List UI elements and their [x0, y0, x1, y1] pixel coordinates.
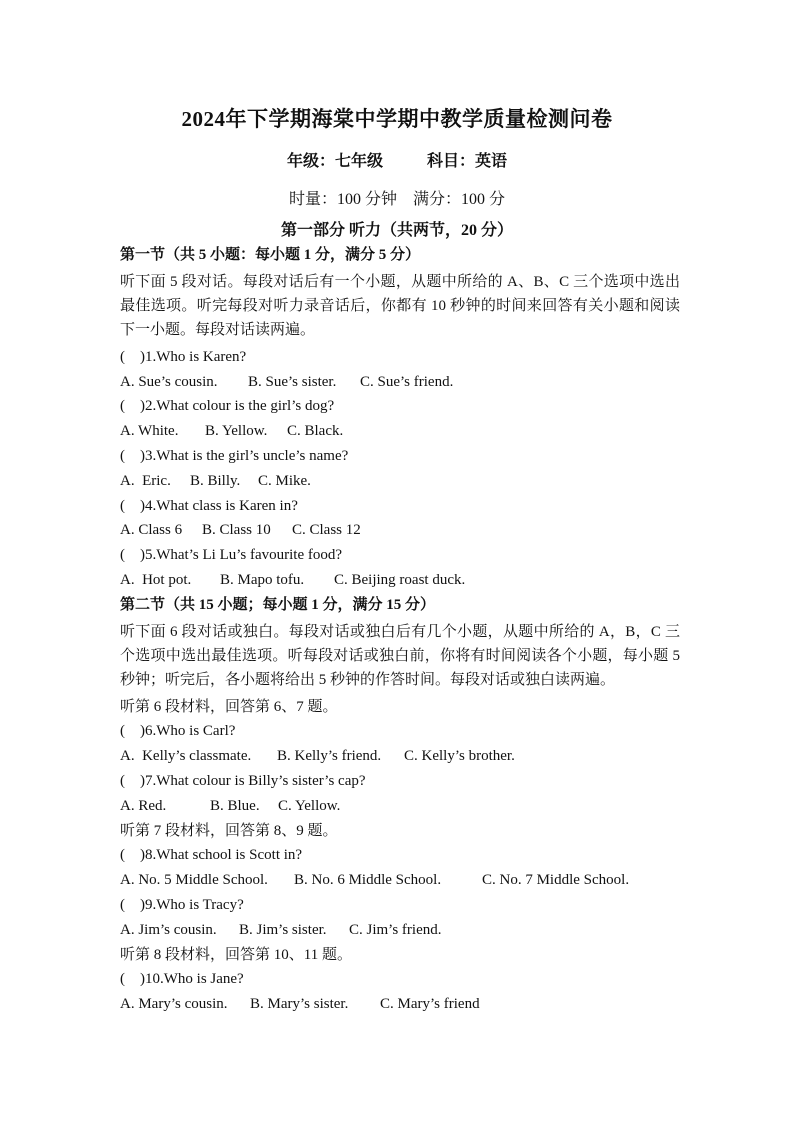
- option-c: C. Mary’s friend: [380, 996, 480, 1013]
- options-8: [120, 868, 680, 893]
- question-8: ( )8.What school is Scott in?: [120, 847, 303, 864]
- option-b: B. Yellow.: [205, 423, 268, 440]
- option-c: C. Class 12: [292, 522, 361, 539]
- option-a: A. Red.: [120, 797, 167, 814]
- material-7-prompt: 听第 7 段材料，回答第 8、9 题。: [120, 822, 338, 839]
- question-text: )4.What class is Karen in?: [140, 497, 298, 514]
- option-b: B. Jim’s sister.: [239, 921, 327, 938]
- option-c: C. Kelly’s brother.: [404, 748, 515, 765]
- option-c: C. Beijing roast duck.: [334, 571, 466, 588]
- section1-heading: 第一节（共 5 小题：每小题 1 分，满分 5 分）: [120, 247, 421, 263]
- option-a: A. Mary’s cousin.: [120, 996, 228, 1013]
- option-b: B. No. 6 Middle School.: [294, 872, 442, 889]
- option-a: A. Eric.: [120, 472, 171, 489]
- option-b: B. Billy.: [190, 472, 241, 489]
- options-10: [120, 992, 680, 1017]
- score-label: 满分：100 分: [413, 191, 506, 208]
- question-text: )9.Who is Tracy?: [140, 896, 244, 913]
- option-b: B. Sue’s sister.: [248, 373, 337, 390]
- options-2: [120, 419, 680, 444]
- option-a: A. Class 6: [120, 522, 183, 539]
- question-10: ( )10.Who is Jane?: [120, 971, 244, 988]
- question-1: ( )1.Who is Karen?: [120, 348, 247, 365]
- options-7: [120, 794, 680, 819]
- option-c: C. Mike.: [258, 472, 311, 489]
- grade-subject-line: [0, 148, 794, 171]
- question-text: )7.What colour is Billy’s sister’s cap?: [140, 772, 366, 789]
- option-b: B. Mapo tofu.: [220, 571, 305, 588]
- question-7: ( )7.What colour is Billy’s sister’s cap?: [120, 772, 366, 789]
- option-b: B. Class 10: [202, 522, 271, 539]
- subject-label: 科目：英语: [427, 153, 508, 170]
- question-text: )8.What school is Scott in?: [140, 847, 303, 864]
- question-6: ( )6.Who is Carl?: [120, 723, 236, 740]
- option-b: B. Mary’s sister.: [250, 996, 349, 1013]
- section2-heading: 第二节（共 15 小题；每小题 1 分，满分 15 分）: [120, 596, 436, 613]
- question-3: ( )3.What is the girl’s uncle’s name?: [120, 447, 349, 464]
- option-c: C. No. 7 Middle School.: [482, 872, 630, 889]
- part1-heading: 第一部分 听力（共两节，20 分）: [280, 222, 513, 239]
- exam-title: 2024年下学期海棠中学期中教学质量检测问卷: [181, 107, 613, 131]
- options-3: [120, 469, 680, 494]
- question-4: ( )4.What class is Karen in?: [120, 497, 298, 514]
- grade-label: 年级：七年级: [286, 153, 383, 170]
- exam-content: [120, 243, 680, 1017]
- section1-instructions: 听下面 5 段对话。每段对话后有一个小题，从题中所给的 A、B、C 三个选项中选出最佳选项。听完每段对听力录音话后，你都有 10 秒钟的时间来回答有关小题和阅读下一小题。每段对话读两遍。: [120, 273, 680, 338]
- question-text: )6.Who is Carl?: [140, 723, 236, 740]
- option-a: A. Hot pot.: [120, 571, 192, 588]
- time-label: 时量：100 分钟: [288, 191, 397, 208]
- material-6-prompt: 听第 6 段材料，回答第 6、7 题。: [120, 698, 338, 715]
- options-9: [120, 918, 680, 943]
- question-text: )3.What is the girl’s uncle’s name?: [140, 447, 349, 464]
- options-1: [120, 370, 680, 395]
- options-6: [120, 744, 680, 769]
- option-c: C. Yellow.: [278, 797, 341, 814]
- question-9: ( )9.Who is Tracy?: [120, 896, 244, 913]
- option-a: A. No. 5 Middle School.: [120, 872, 268, 889]
- time-score-line: [0, 186, 794, 209]
- option-a: A. White.: [120, 423, 179, 440]
- material-8-prompt: 听第 8 段材料，回答第 10、11 题。: [120, 946, 352, 963]
- option-b: B. Blue.: [210, 797, 260, 814]
- question-text: )1.Who is Karen?: [140, 348, 247, 365]
- options-5: [120, 568, 680, 593]
- option-c: C. Black.: [287, 423, 344, 440]
- option-a: A. Kelly’s classmate.: [120, 748, 252, 765]
- question-text: )2.What colour is the girl’s dog?: [140, 398, 335, 415]
- option-c: C. Sue’s friend.: [360, 373, 454, 390]
- option-c: C. Jim’s friend.: [349, 921, 442, 938]
- question-text: )10.Who is Jane?: [140, 971, 244, 988]
- question-5: ( )5.What’s Li Lu’s favourite food?: [120, 547, 343, 564]
- question-2: ( )2.What colour is the girl’s dog?: [120, 398, 335, 415]
- section2-instructions: 听下面 6 段对话或独白。每段对话或独白后有几个小题，从题中所给的 A，B，C 三个选项中选出最佳选项。听每段对话或独白前，你将有时间阅读各个小题，每小题 5 秒钟；听完后，各小题将给出 5 秒钟的作答时间。每段对话或独白读两遍。: [120, 623, 680, 688]
- option-a: A. Jim’s cousin.: [120, 921, 217, 938]
- option-b: B. Kelly’s friend.: [277, 748, 382, 765]
- options-4: [120, 518, 680, 543]
- option-a: A. Sue’s cousin.: [120, 373, 218, 390]
- question-text: )5.What’s Li Lu’s favourite food?: [140, 547, 343, 564]
